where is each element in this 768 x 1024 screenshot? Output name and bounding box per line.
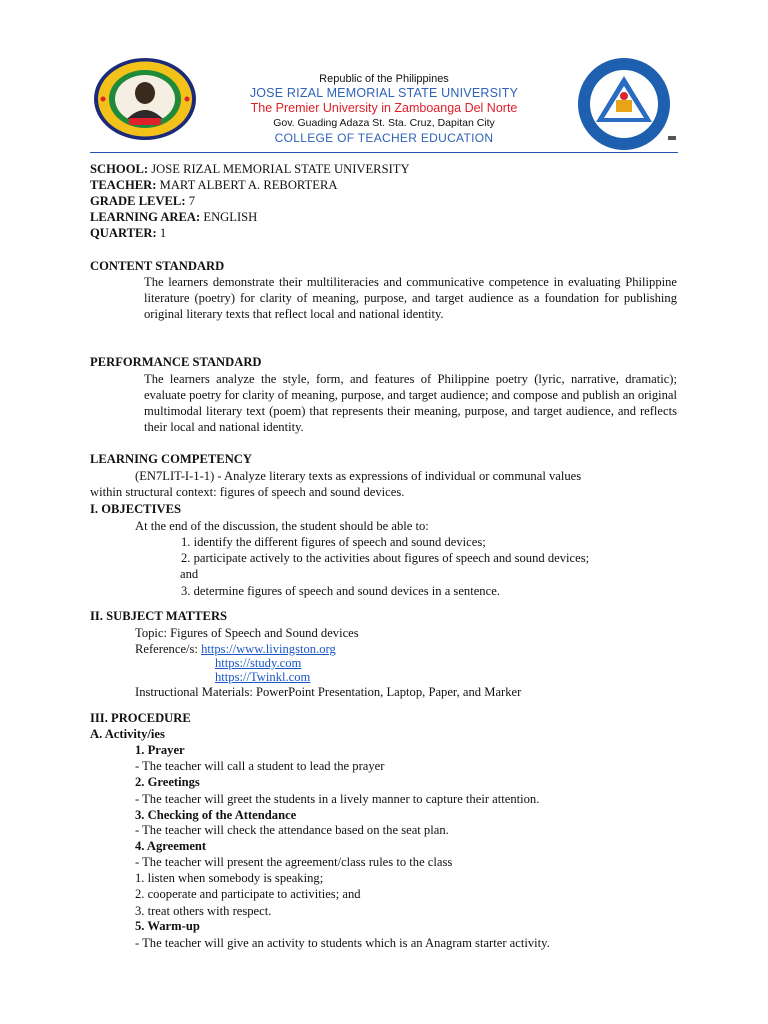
right-seal bbox=[572, 56, 678, 152]
step-text: - The teacher will present the agreement/class rules to the class bbox=[135, 855, 453, 869]
school-label: SCHOOL: bbox=[90, 162, 149, 176]
step-text: - The teacher will greet the students in a lively manner to capture their attention. bbox=[135, 792, 540, 806]
procedure-heading: III. PROCEDURE bbox=[90, 711, 191, 725]
objectives-intro: At the end of the discussion, the student should be able to: bbox=[135, 519, 429, 533]
college-of-education-seal-icon bbox=[572, 56, 678, 152]
objective-item-continued: and bbox=[180, 567, 199, 581]
reference-link[interactable]: https://study.com bbox=[215, 656, 302, 670]
reference-link[interactable]: https://Twinkl.com bbox=[215, 670, 311, 684]
reference-label: Reference/s: bbox=[135, 642, 202, 656]
objectives-heading: I. OBJECTIVES bbox=[90, 502, 181, 516]
university-seal-icon bbox=[93, 57, 197, 141]
left-seal bbox=[93, 57, 197, 141]
header-college: COLLEGE OF TEACHER EDUCATION bbox=[274, 131, 494, 145]
grade-line bbox=[90, 193, 195, 209]
reference-line bbox=[215, 669, 310, 685]
school-line bbox=[90, 161, 410, 177]
step-heading: 5. Warm-up bbox=[135, 919, 200, 933]
step-text: - The teacher will give an activity to students which is an Anagram starter activity. bbox=[135, 936, 550, 950]
teacher-value: MART ALBERT A. REBORTERA bbox=[159, 178, 338, 192]
rule-item: 1. listen when somebody is speaking; bbox=[135, 871, 324, 885]
reference-link[interactable]: https://www.livingston.org bbox=[201, 642, 336, 656]
step-text: - The teacher will call a student to lead the prayer bbox=[135, 759, 385, 773]
objective-item: 2. participate actively to the activities about figures of speech and sound devices; bbox=[181, 551, 590, 565]
learning-competency-heading: LEARNING COMPETENCY bbox=[90, 452, 252, 466]
step-heading: 2. Greetings bbox=[135, 775, 200, 789]
content-standard-heading: CONTENT STANDARD bbox=[90, 259, 225, 273]
area-line bbox=[90, 209, 257, 225]
step-heading: 3. Checking of the Attendance bbox=[135, 808, 297, 822]
objective-item: 1. identify the different figures of speech and sound devices; bbox=[181, 535, 486, 549]
header-divider bbox=[90, 152, 678, 153]
school-value: JOSE RIZAL MEMORIAL STATE UNIVERSITY bbox=[151, 162, 410, 176]
performance-standard-text: The learners analyze the style, form, and features of Philippine poetry (lyric, narrative, dramatic); evaluate poetry for clarity of meaning, purpose, and target audience; and compose and publish an original multimodal literary text (poem) that represents their meaning, purpose, and target audience, and reflects their local and national identity. bbox=[144, 372, 677, 434]
step-heading: 1. Prayer bbox=[135, 743, 185, 757]
activities-subheading: A. Activity/ies bbox=[90, 727, 165, 741]
quarter-value: 1 bbox=[159, 226, 167, 240]
topic-line: Topic: Figures of Speech and Sound devices bbox=[135, 626, 359, 640]
grade-label: GRADE LEVEL: bbox=[90, 194, 186, 208]
area-label: LEARNING AREA: bbox=[90, 210, 201, 224]
rule-item: 3. treat others with respect. bbox=[135, 904, 272, 918]
header-tagline: The Premier University in Zamboanga Del Norte bbox=[250, 101, 518, 115]
quarter-label: QUARTER: bbox=[90, 226, 157, 240]
area-value: ENGLISH bbox=[203, 210, 258, 224]
quarter-line bbox=[90, 225, 166, 241]
learning-competency-line2: within structural context: figures of speech and sound devices. bbox=[90, 485, 405, 499]
header-university: JOSE RIZAL MEMORIAL STATE UNIVERSITY bbox=[249, 86, 519, 100]
performance-standard-heading: PERFORMANCE STANDARD bbox=[90, 355, 262, 369]
learning-competency-line1: (EN7LIT-I-1-1) - Analyze literary texts as expressions of individual or communal values bbox=[135, 469, 582, 483]
step-text: - The teacher will check the attendance based on the seat plan. bbox=[135, 823, 449, 837]
grade-value: 7 bbox=[188, 194, 195, 208]
subject-matters-heading: II. SUBJECT MATTERS bbox=[90, 609, 228, 623]
header-country: Republic of the Philippines bbox=[319, 73, 449, 85]
teacher-label: TEACHER: bbox=[90, 178, 157, 192]
step-heading: 4. Agreement bbox=[135, 839, 207, 853]
materials-line: Instructional Materials: PowerPoint Presentation, Laptop, Paper, and Marker bbox=[135, 685, 522, 699]
content-standard-text: The learners demonstrate their multiliteracies and communicative competence in evaluating Philippine literature (poetry) for clarity of meaning, purpose, and target audience as a foundation for publishing original literary texts that reflect local and national identity. bbox=[144, 275, 677, 321]
header-address: Gov. Guading Adaza St. Sta. Cruz, Dapitan City bbox=[273, 117, 495, 129]
rule-item: 2. cooperate and participate to activities; and bbox=[135, 887, 361, 901]
teacher-line bbox=[90, 177, 337, 193]
objective-item: 3. determine figures of speech and sound devices in a sentence. bbox=[181, 584, 500, 598]
